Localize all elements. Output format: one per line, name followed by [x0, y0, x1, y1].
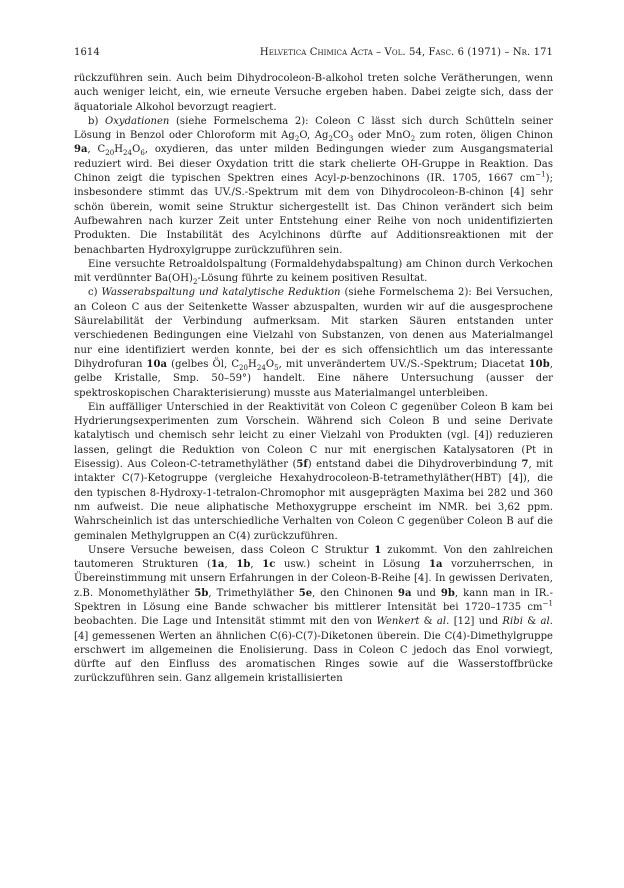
article-body — [74, 72, 553, 687]
compound-ref: 10a — [146, 358, 168, 370]
compound-ref: 10b — [528, 358, 550, 370]
compound-ref: 1 — [374, 544, 382, 556]
paragraph-retroaldol: Eine versuchte Retroaldolspaltung (Formaldehydabspaltung) am Chinon durch Verkochen mit verdünnter $Ba(OH)_2$-Lösung führte zu keinem positiven Resultat. — [74, 258, 553, 287]
compound-ref: 5f — [296, 459, 308, 471]
compound-ref: 1c — [262, 559, 276, 571]
paragraph-wasserabspaltung: c) Wasserabspaltung und katalytische Reduktion (siehe Formelschema 2): Bei Versuchen, an Coleon C aus der Seitenkette Wasser abzuspalten, wurden wir auf die ausgesprochene Säurelabilität der Verbindung aufmerksam. Mit starken Säuren entstanden unter verschiedenen Bedingungen eine Vielzahl von Substanzen, von denen aus Materialmangel nur eine identifiziert werden konnte, bei der es sich offensichtlich um das interessante Dihydrofuran 10a (gelbes Öl, $C_{20}H_{24}O_5$, mit unverändertem UV./S.-Spektrum; Diacetat 10b, gelbe Kristalle, Smp. 50–59°) handelt. Eine nähere Untersuchung (ausser der spektroskopischen Charakterisierung) musste aus Materialmangel unterbleiben. — [74, 287, 553, 399]
paragraph-1: rückzuführen sein. Auch beim Dihydrocoleon-B-alkohol treten solche Verätherungen, wenn auch weniger leicht, ein, wie erneute Versuche ergeben haben. Dabei zeigte sich, dass der äquatoriale Alkohol bevorzugt reagiert. — [74, 73, 553, 113]
page-header — [74, 47, 553, 61]
page-number: 1614 — [74, 47, 100, 58]
compound-ref: 1a — [210, 559, 225, 571]
compound-ref: 9b — [440, 587, 455, 599]
paragraph-reduktion: Ein auffälliger Unterschied in der Reaktivität von Coleon C gegenüber Coleon B kam bei Hydrierungsexperimenten zum Vorschein. Während sich Coleon B und seine Derivate katalytisch und chemisch sehr leicht zu einer Vielzahl von Produkten (vgl. [4]) reduzieren lassen, gelingt die Reduktion von Coleon C nur mit energischen Katalysatoren (Pt in Eisessig). Aus Coleon-C-tetramethyläther (5f) entstand dabei die Dihydroverbindung 7, mit intakter C(7)-Ketogruppe (vergleiche Hexahydrocoleon-B-tetramethyläther(HBT) [4]), die den typischen 8-Hydroxy-1-tetralon-Chromophor mit ausgeprägten Maxima bei 282 und 360 nm aufweist. Die neue aliphatische Methoxygruppe erscheint im NMR. bei 3,62 ppm. Wahrscheinlich ist das unterschiedliche Verhalten von Coleon C gegenüber Coleon B auf die geminalen Methylgruppen an C(4) zurückzuführen. — [74, 401, 553, 542]
compound-ref: 9a — [74, 144, 88, 156]
compound-ref: 1a — [428, 559, 443, 571]
author-ref: Ribi — [502, 616, 523, 628]
section-heading-oxydationen: Oxydationen — [104, 115, 170, 127]
compound-ref: 5e — [298, 587, 313, 599]
paragraph-oxydationen: b) Oxydationen (siehe Formelschema 2): Coleon C lässt sich durch Schütteln seiner Lösung in Benzol oder Chloroform mit $Ag_2O$, $Ag_2CO_3$ oder MnO$_2$ zum roten, öligen Chinon 9a, $C_{20}H_{24}O_6$, oxydieren, das unter milden Bedingungen wieder zum Ausgangsmaterial reduziert wird. Bei dieser Oxydation tritt die stark chelierte OH-Gruppe in Reaktion. Das Chinon zeigt die typischen Spektren eines Acyl-p-benzochinons (IR. 1705, 1667 $cm^{-1}$); insbesondere stimmt das UV./S.-Spektrum mit dem von Dihydrocoleon-B-chinon [4] sehr schön überein, womit seine Struktur sichergestellt ist. Das Chinon verändert sich beim Aufbewahren nach kurzer Zeit unter Entstehung einer Reihe von noch unidentifizierten Produkten. Die Instabilität des Acylchinons dürfte auf Additionsreaktionen mit der benachbarten Hydroxylgruppe zurückzuführen sein. — [74, 115, 553, 256]
compound-ref: 5b — [194, 587, 209, 599]
compound-ref: 7 — [521, 459, 529, 471]
paragraph-struktur: Unsere Versuche beweisen, dass Coleon C Struktur 1 zukommt. Von den zahlreichen tautomeren Strukturen (1a, 1b, 1c usw.) scheint in Lösung 1a vorzuherrschen, in Übereinstimmung mit unsern Erfahrungen in der Coleon-B-Reihe [4]. In gewissen Derivaten, z.B. Monomethyläther 5b, Trimethyläther 5e, den Chinonen 9a und 9b, kann man in IR.-Spektren in Lösung eine Bande schwacher bis mittlerer Intensität bei 1720–1735 $cm^{-1}$ beobachten. Die Lage und Intensität stimmt mit den von Wenkert & al. [12] und Ribi & al. [4] gemessenen Werten an ähnlichen C(6)-C(7)-Diketonen überein. Die C(4)-Dimethylgruppe erschwert im allgemeinen die Enolisierung. Dass in Coleon C jedoch das Enol vorwiegt, dürfte auf den Einfluss des aromatischen Ringes sowie auf die Wasserstoffbrücke zurückzuführen sein. Ganz allgemein kristallisierten — [74, 544, 553, 685]
running-head: Helvetica Chimica Acta – Vol. 54, Fasc. 6 (1971) – Nr. 171 — [259, 47, 553, 58]
section-heading-wasserabspaltung: Wasserabspaltung und katalytische Reduktion — [101, 287, 341, 299]
compound-ref: 1b — [236, 559, 251, 571]
compound-ref: 9a — [398, 587, 412, 599]
author-ref: Wenkert — [376, 616, 420, 628]
